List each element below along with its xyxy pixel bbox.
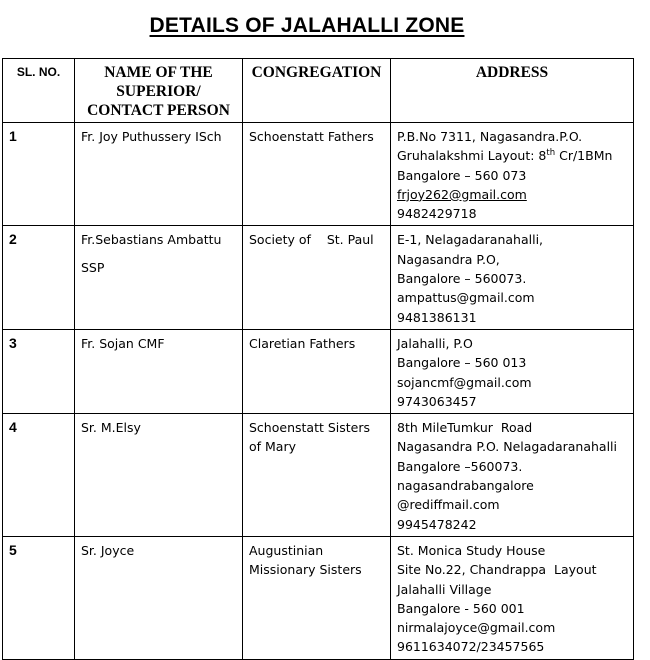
row-contact-person — [75, 414, 243, 537]
contact-name: Fr. Joy Puthussery ISch — [81, 129, 222, 144]
phone-number: 9482429718 — [397, 206, 477, 222]
congregation-name: Augustinian — [249, 542, 324, 558]
row-congregation — [243, 536, 391, 659]
row-contact-person — [75, 226, 243, 329]
email-address: sojancmf@gmail.com — [397, 374, 532, 390]
congregation-name: Claretian Fathers — [249, 335, 356, 351]
header-address: ADDRESS — [391, 59, 634, 123]
email-address: @rediffmail.com — [397, 497, 500, 513]
contact-name: Sr. Joyce — [81, 542, 135, 558]
header-congregation: CONGREGATION — [243, 59, 391, 123]
phone-number: 9945478242 — [397, 516, 477, 532]
congregation-name: of Mary — [249, 439, 297, 455]
address-line: Bangalore –560073. — [397, 458, 523, 474]
contact-name: Fr. Sojan CMF — [81, 335, 165, 351]
email-address: nirmalajoyce@gmail.com — [397, 620, 556, 636]
table-row — [3, 536, 634, 659]
email-address: ampattus@gmail.com — [397, 290, 535, 306]
address-line: Nagasandra P.O, — [397, 251, 500, 267]
page-title: DETAILS OF JALAHALLI ZONE — [149, 14, 465, 37]
zone-details-table — [2, 58, 634, 660]
phone-number: 9481386131 — [397, 309, 477, 325]
contact-name: SSP — [81, 259, 105, 275]
table-row — [3, 329, 634, 413]
header-name-line: SUPERIOR/ — [116, 83, 201, 100]
table-row — [3, 226, 634, 329]
address-line: St. Monica Study House — [397, 542, 546, 558]
row-address — [391, 536, 634, 659]
address-line: Bangalore – 560073. — [397, 271, 527, 287]
address-line: E-1, Nelagadaranahalli, — [397, 232, 544, 248]
email-link[interactable]: frjoy262@gmail.com — [397, 186, 527, 202]
contact-name: Sr. M.Elsy — [81, 420, 141, 436]
address-line: Gruhalakshmi Layout: 8th Cr/1BMn — [397, 148, 613, 164]
row-address — [391, 123, 634, 226]
row-address — [391, 226, 634, 329]
row-sl-no: 3 — [3, 329, 75, 413]
congregation-name: Schoenstatt Sisters — [249, 420, 371, 436]
table-header-row — [3, 59, 634, 123]
row-sl-no: 2 — [3, 226, 75, 329]
phone-number: 9611634072/23457565 — [397, 639, 545, 655]
header-name-line: CONTACT PERSON — [87, 102, 230, 119]
address-line: Bangalore - 560 001 — [397, 600, 525, 616]
header-sl-no: SL. NO. — [3, 59, 75, 123]
congregation-name: Society of St. Paul — [249, 232, 374, 248]
phone-number: 9743063457 — [397, 393, 477, 409]
row-contact-person — [75, 536, 243, 659]
address-line: P.B.No 7311, Nagasandra.P.O. — [397, 129, 583, 144]
row-congregation — [243, 329, 391, 413]
row-sl-no: 5 — [3, 536, 75, 659]
header-name-line: NAME OF THE — [104, 64, 213, 81]
row-congregation — [243, 414, 391, 537]
row-contact-person — [75, 329, 243, 413]
row-congregation — [243, 123, 391, 226]
contact-name: Fr.Sebastians Ambattu — [81, 232, 222, 248]
row-address — [391, 414, 634, 537]
address-line: Nagasandra P.O. Nelagadaranahalli — [397, 439, 617, 455]
table-row — [3, 123, 634, 226]
address-line: Bangalore – 560 013 — [397, 355, 527, 371]
email-address: nagasandrabangalore — [397, 478, 534, 494]
congregation-name: Missionary Sisters — [249, 562, 362, 578]
header-name — [75, 59, 243, 123]
row-sl-no: 1 — [3, 123, 75, 226]
address-line: Bangalore – 560 073 — [397, 167, 527, 183]
address-line: 8th MileTumkur Road — [397, 420, 533, 436]
address-line: Jalahalli, P.O — [397, 335, 473, 351]
row-sl-no: 4 — [3, 414, 75, 537]
row-address — [391, 329, 634, 413]
row-contact-person — [75, 123, 243, 226]
table-row — [3, 414, 634, 537]
row-congregation — [243, 226, 391, 329]
congregation-name: Schoenstatt Fathers — [249, 129, 374, 144]
address-line: Site No.22, Chandrappa Layout — [397, 562, 597, 578]
address-line: Jalahalli Village — [397, 581, 492, 597]
